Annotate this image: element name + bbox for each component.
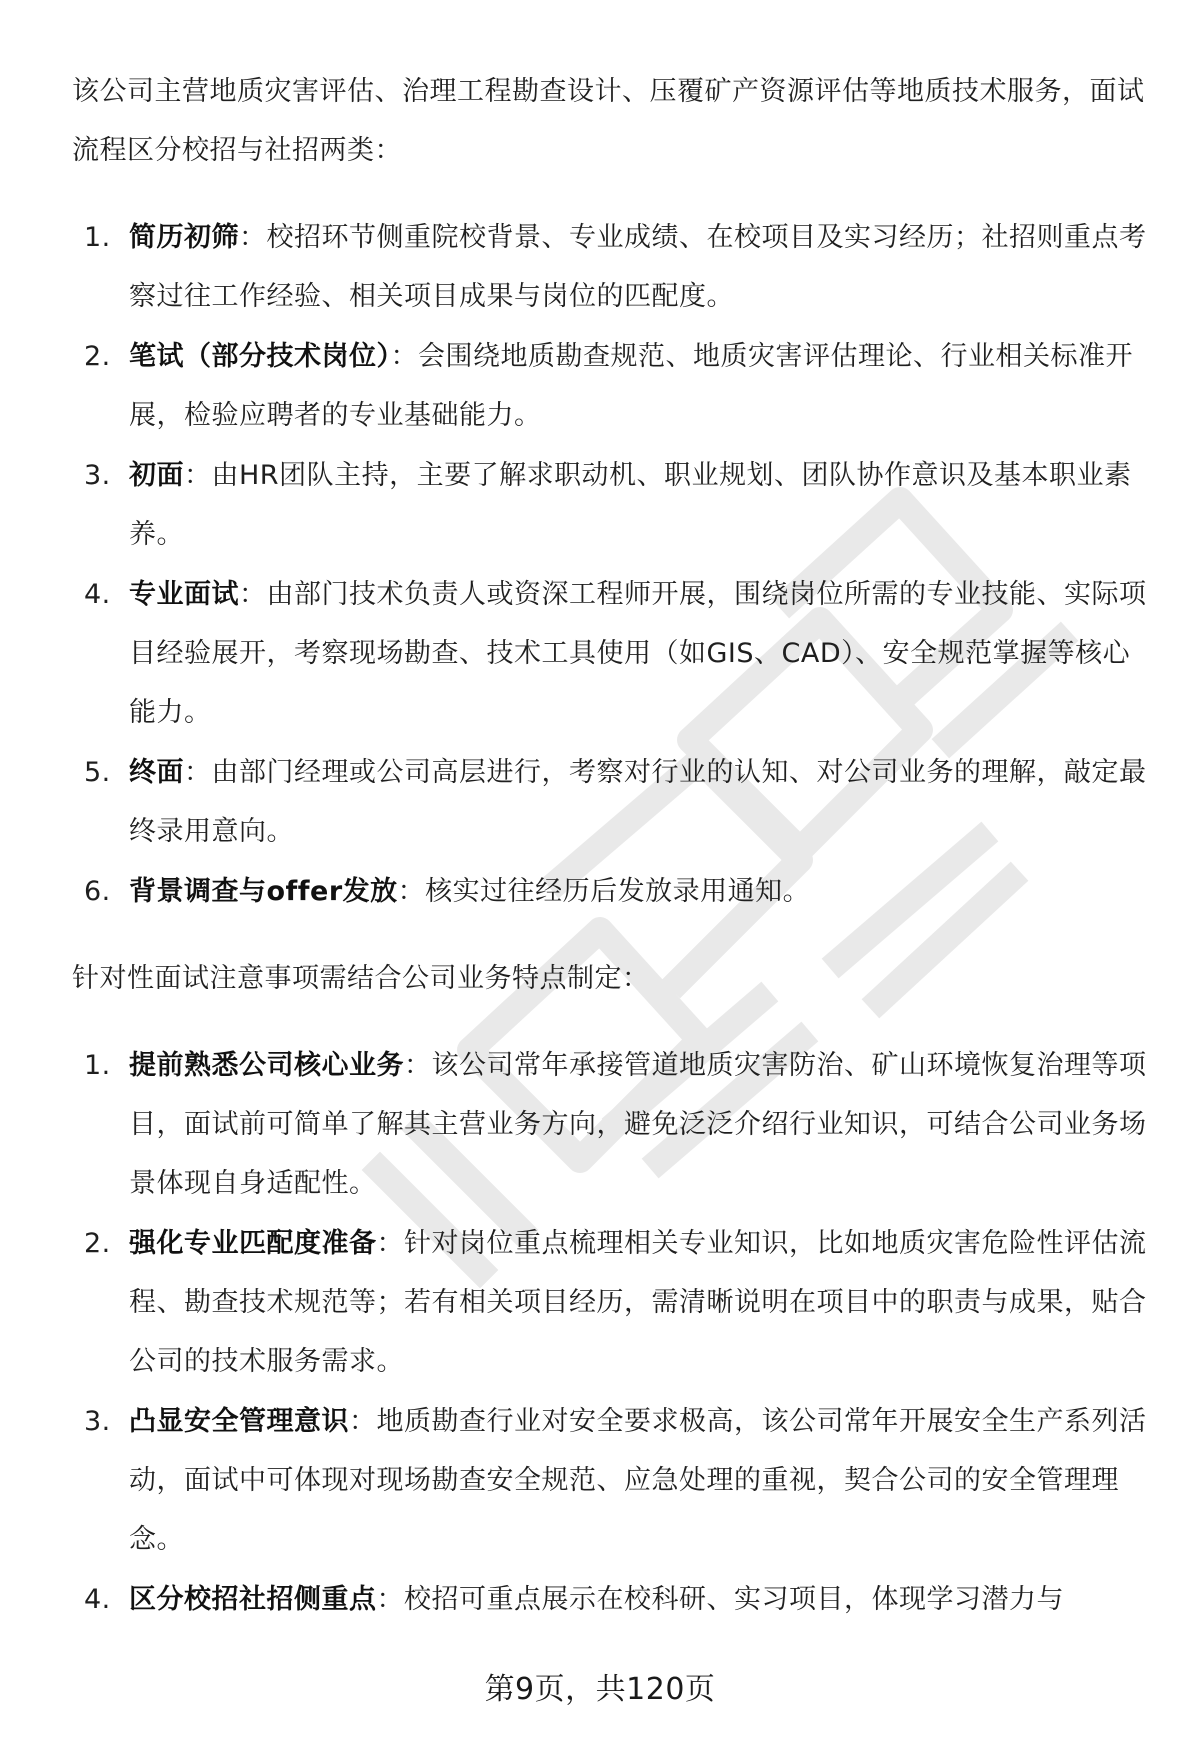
intro-paragraph: 该公司主营地质灾害评估、治理工程勘查设计、压覆矿产资源评估等地质技术服务，面试流程区分校招与社招两类：	[72, 76, 1145, 166]
list-separator: ：	[184, 460, 212, 491]
list-term: 简历初筛	[129, 222, 239, 253]
list-item	[72, 743, 1152, 861]
list-separator: ：	[376, 1228, 404, 1259]
list-number: 4.	[84, 579, 111, 610]
list-text: 地质勘查行业对安全要求极高，该公司常年开展安全生产系列活动，面试中可体现对现场勘查安全规范、应急处理的重视，契合公司的安全管理理念。	[129, 1406, 1147, 1555]
list-text: 校招环节侧重院校背景、专业成绩、在校项目及实习经历；社招则重点考察过往工作经验、相关项目成果与岗位的匹配度。	[129, 222, 1147, 312]
list-term: 凸显安全管理意识	[129, 1406, 349, 1437]
list-separator: ：	[376, 1584, 404, 1615]
list-number: 3.	[84, 1406, 111, 1437]
article-body	[72, 62, 1152, 1657]
list-text: 核实过往经历后发放录用通知。	[425, 876, 811, 907]
list-text: 由部门技术负责人或资深工程师开展，围绕岗位所需的专业技能、实际项目经验展开，考察现场勘查、技术工具使用（如GIS、CAD）、安全规范掌握等核心能力。	[129, 579, 1147, 728]
list-item	[72, 1036, 1152, 1213]
interview-tips-list	[72, 1036, 1152, 1629]
list-number: 4.	[84, 1584, 111, 1615]
page-number-footer: 第9页，共120页	[484, 1672, 716, 1707]
list-separator: ：	[397, 876, 426, 907]
list-term: 强化专业匹配度准备	[129, 1228, 377, 1259]
list-item	[72, 1392, 1152, 1569]
list-item	[72, 1214, 1152, 1391]
list-term: 专业面试	[129, 579, 239, 610]
list-item	[72, 565, 1152, 742]
interview-process-list	[72, 208, 1152, 921]
list-item	[72, 446, 1152, 564]
list-term: 笔试（部分技术岗位）	[129, 341, 391, 372]
list-separator: ：	[239, 579, 267, 610]
list-item	[72, 1570, 1152, 1629]
list-number: 2.	[84, 1228, 111, 1259]
list-number: 1.	[84, 1050, 111, 1081]
list-number: 6.	[84, 876, 111, 907]
list-number: 1.	[84, 222, 111, 253]
list-text: 针对岗位重点梳理相关专业知识，比如地质灾害危险性评估流程、勘查技术规范等；若有相关项目经历，需清晰说明在项目中的职责与成果，贴合公司的技术服务需求。	[129, 1228, 1147, 1377]
list-term: 初面	[129, 460, 184, 491]
list-separator: ：	[404, 1050, 432, 1081]
list-separator: ：	[184, 757, 212, 788]
list-item	[72, 862, 1152, 921]
list-separator: ：	[239, 222, 267, 253]
list-text: 校招可重点展示在校科研、实习项目，体现学习潜力与	[404, 1584, 1064, 1615]
list-term: 提前熟悉公司核心业务	[129, 1050, 404, 1081]
tips-intro-paragraph: 针对性面试注意事项需结合公司业务特点制定：	[72, 963, 650, 994]
list-term: 终面	[129, 757, 184, 788]
list-separator: ：	[390, 341, 418, 372]
list-number: 5.	[84, 757, 111, 788]
list-item	[72, 208, 1152, 326]
list-number: 2.	[84, 341, 111, 372]
list-text: 该公司常年承接管道地质灾害防治、矿山环境恢复治理等项目，面试前可简单了解其主营业务方向，避免泛泛介绍行业知识，可结合公司业务场景体现自身适配性。	[129, 1050, 1147, 1199]
list-text: 由HR团队主持，主要了解求职动机、职业规划、团队协作意识及基本职业素养。	[129, 460, 1132, 550]
list-text: 由部门经理或公司高层进行，考察对行业的认知、对公司业务的理解，敲定最终录用意向。	[129, 757, 1147, 847]
list-text: 会围绕地质勘查规范、地质灾害评估理论、行业相关标准开展，检验应聘者的专业基础能力。	[129, 341, 1133, 431]
list-term: 背景调查与offer发放	[129, 876, 398, 907]
list-number: 3.	[84, 460, 111, 491]
list-term: 区分校招社招侧重点	[129, 1584, 377, 1615]
list-item	[72, 327, 1152, 445]
list-separator: ：	[349, 1406, 377, 1437]
